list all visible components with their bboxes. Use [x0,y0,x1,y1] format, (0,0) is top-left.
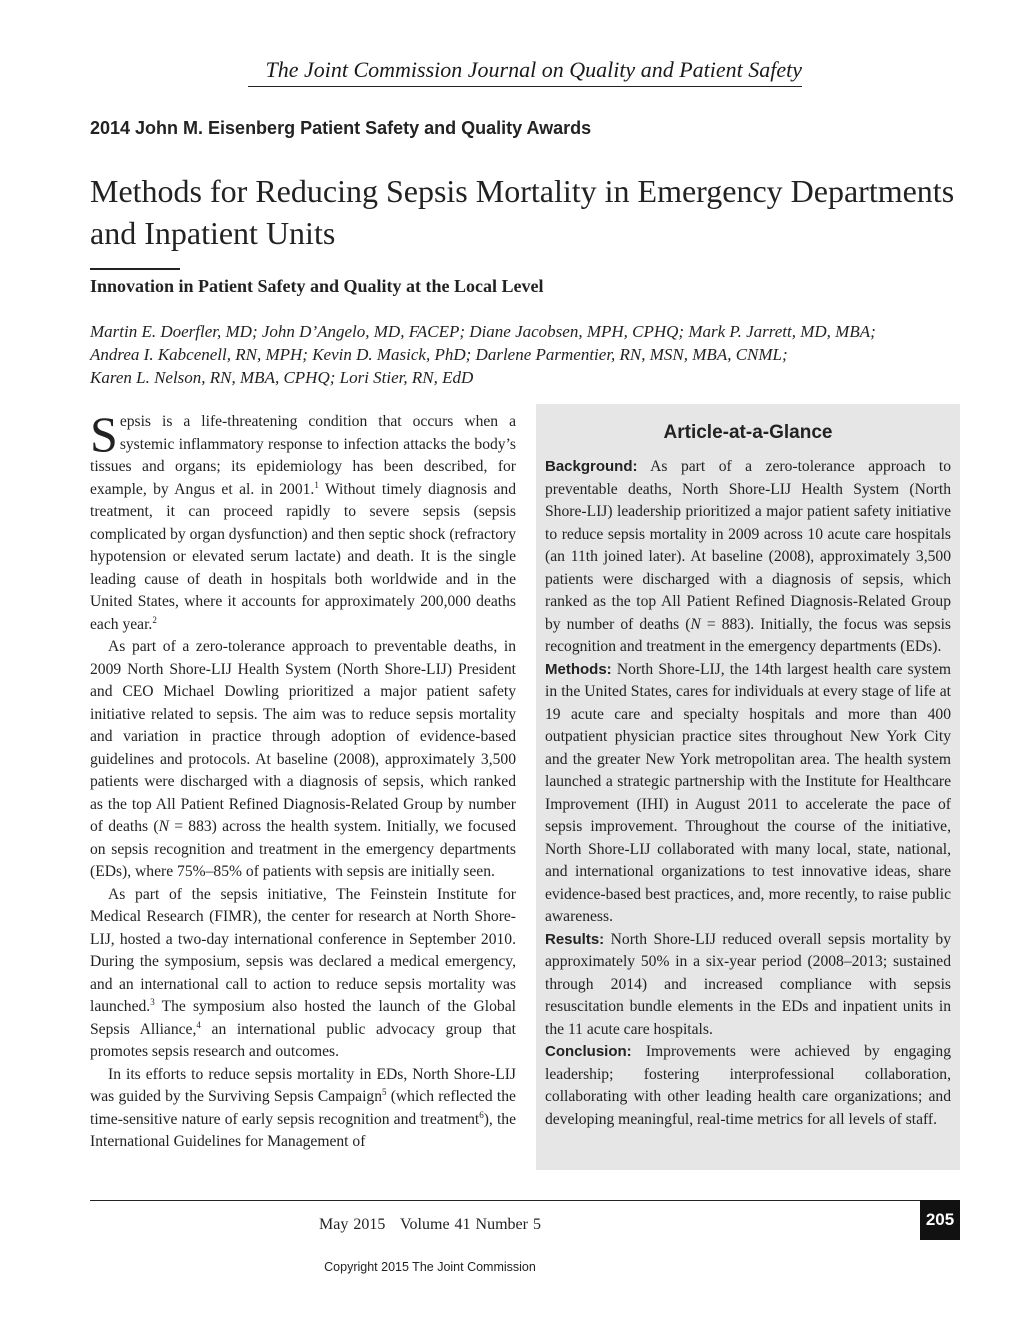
award-line: 2014 John M. Eisenberg Patient Safety and Quality Awards [90,118,592,138]
issue-info: May 2015 Volume 41 Number 5 [319,1216,541,1233]
article-at-a-glance-box [536,404,960,1170]
glance-conclusion: Conclusion: Improvements were achieved by engaging leadership; fostering interprofessional collaboration, collaborating with other leading health care organizations; and developing meaningful, real-time metrics for all levels of staff. [545,1043,951,1128]
author-line: Andrea I. Kabcenell, RN, MPH; Kevin D. Masick, PhD; Darlene Parmentier, RN, MSN, MBA, CNML; [90,345,788,364]
title-divider [90,268,180,270]
article-subtitle: Innovation in Patient Safety and Quality at the Local Level [90,276,544,296]
reference-marker: 4 [196,1019,201,1030]
glance-label: Results: [545,930,605,948]
reference-marker: 5 [382,1086,387,1097]
body-paragraph: As part of the sepsis initiative, The Feinstein Institute for Medical Research (FIMR), the center for research at North Shore-LIJ, hosted a two-day international conference in September 2010. During the symposium, sepsis was declared a medical emergency, and an international call to action to reduce sepsis mortality was launched.$^3$ The symposium also hosted the launch of the Global Sepsis Alliance,$^4$ an international public advocacy group that promotes sepsis research and outcomes. [90,885,516,1060]
reference-marker: 6 [479,1109,484,1120]
body-paragraph: In its efforts to reduce sepsis mortality in EDs, North Shore-LIJ was guided by the Surviving Sepsis Campaign$^5$ (which reflected the time-sensitive nature of early sepsis recognition and treatment$^6$), the International Guidelines for Management of [90,1065,516,1150]
page-number: 205 [920,1200,960,1240]
body-column [90,406,516,1154]
glance-background: Background: As part of a zero-tolerance approach to preventable deaths, North Shore-LIJ Health System (North Shore-LIJ) leadership prioritized a major patient safety initiative to reduce sepsis mortality in 2009 across 10 acute care hospitals (an 11th joined later). At baseline (2008), approximately 3,500 patients were discharged with a diagnosis of sepsis, which ranked as the top All Patient Refined Diagnosis-Related Group by number of deaths (N = 883). Initially, the focus was sepsis recognition and treatment in the emergency departments (EDs). [545,458,951,655]
body-paragraph: Sepsis is a life-threatening condition that occurs when a systemic inflammatory response to infection attacks the body’s tissues and organs; its epidemiology has been described, for example, by Angus et al. in 2001.$^1$ Without timely diagnosis and treatment, it can proceed rapidly to severe sepsis (sepsis complicated by organ dysfunction) and then septic shock (refractory hypotension or elevated serum lactate) and death. It is the single leading cause of death in hospitals both worldwide and in the United States, where it accounts for approximately 200,000 deaths each year.$^2$ [90,406,516,633]
glance-methods: Methods: North Shore-LIJ, the 14th largest health care system in the United States, cares for individuals at every stage of life at 19 acute care and specialty hospitals and more than 400 outpatient physician practice sites throughout New York City and the greater New York metropolitan area. The health system launched a strategic partnership with the Institute for Healthcare Improvement (IHI) in August 2011 to accelerate the pace of sepsis improvement. Throughout the course of the initiative, North Shore-LIJ collaborated with many local, state, national, and international organizations to test innovative ideas, share evidence-based best practices, and, more recently, to raise public awareness. [545,660,951,925]
article-title: Methods for Reducing Sepsis Mortality in Emergency Departments and Inpatient Units [90,173,955,251]
glance-body [545,456,951,1131]
reference-marker: 1 [314,479,319,490]
journal-header: The Joint Commission Journal on Quality and Patient Safety [248,54,802,87]
reference-marker: 2 [152,614,157,625]
body-paragraph: As part of a zero-tolerance approach to preventable deaths, in 2009 North Shore-LIJ Health System (North Shore-LIJ) President and CEO Michael Dowling prioritized a major patient safety initiative related to sepsis. The aim was to reduce sepsis mortality and variation in practice through adoption of evidence-based guidelines and protocols. At baseline (2008), approximately 3,500 patients were discharged with a diagnosis of sepsis, which ranked as the top All Patient Refined Diagnosis-Related Group by number of deaths (N = 883) across the health system. Initially, we focused on sepsis recognition and treatment in the emergency departments (EDs), where 75%–85% of patients with sepsis are initially seen. [90,638,516,880]
drop-cap: S [90,406,118,462]
glance-results: Results: North Shore-LIJ reduced overall sepsis mortality by approximately 50% in a six-year period (2008–2013; sustained through 2014) and increased compliance with sepsis resuscitation bundle elements in the EDs and inpatient units in the 11 acute care hospitals. [545,930,951,1038]
reference-marker: 3 [150,996,155,1007]
glance-label: Conclusion: [545,1043,632,1060]
glance-label: Background: [545,458,638,475]
copyright-notice: Copyright 2015 The Joint Commission [324,1260,536,1274]
author-line: Martin E. Doerfler, MD; John D’Angelo, MD, FACEP; Diane Jacobsen, MPH, CPHQ; Mark P. Jarrett, MD, MBA; [90,322,876,341]
glance-label: Methods: [545,660,612,678]
glance-title: Article-at-a-Glance [663,422,833,443]
footer-divider [90,1200,920,1201]
author-line: Karen L. Nelson, RN, MBA, CPHQ; Lori Stier, RN, EdD [90,368,474,387]
author-list [90,320,970,389]
